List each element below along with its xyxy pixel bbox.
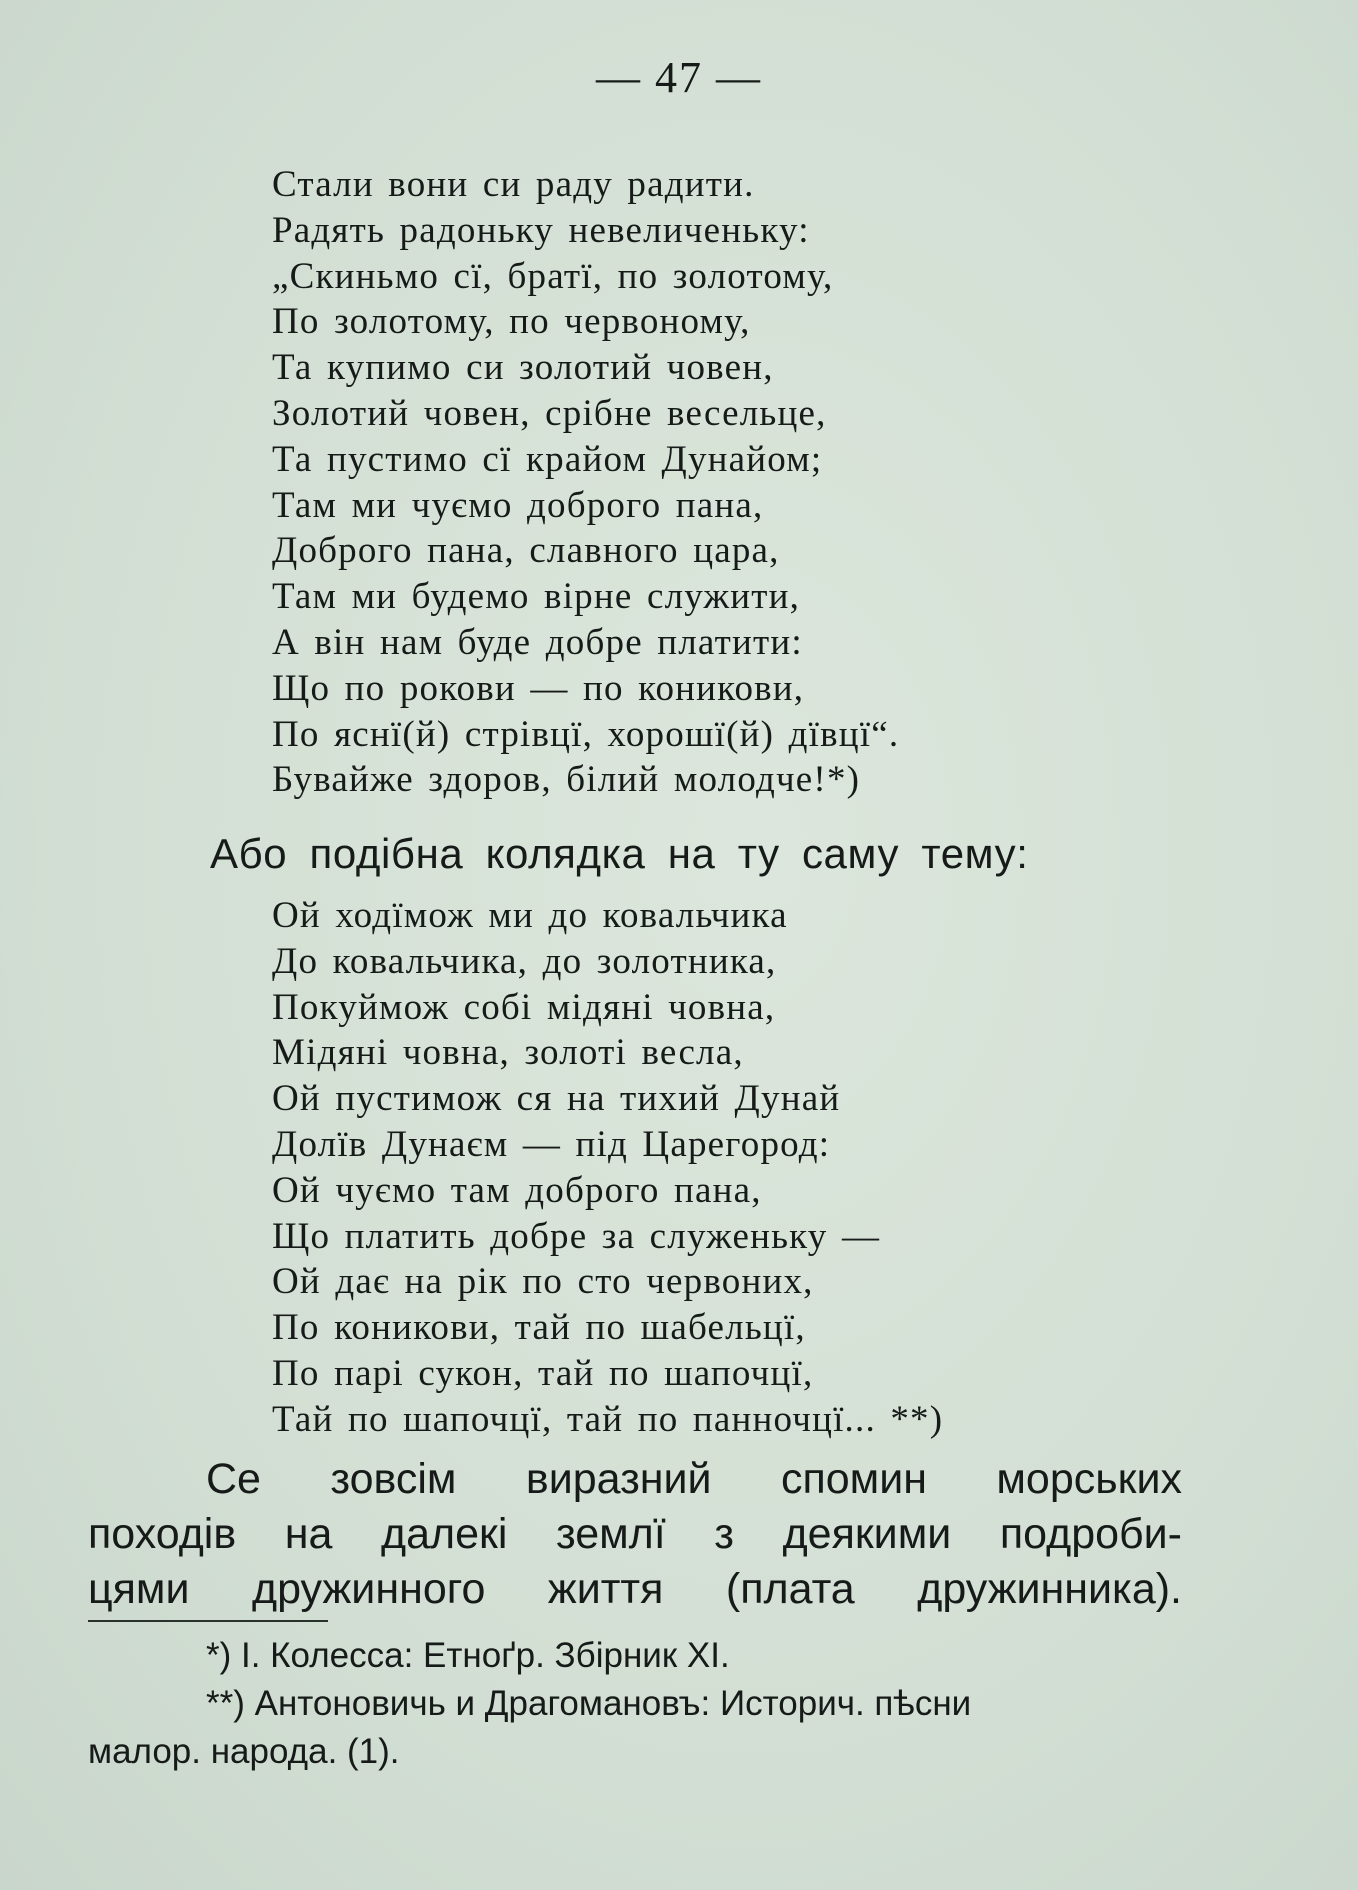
verse-line: „Скиньмо сї, братї, по золотому, [272,255,834,297]
paragraph-line: Се зовсім виразний спомин морських [206,1455,1182,1503]
body-paragraph [88,1452,1182,1617]
verse-line: Там ми будемо вірне служити, [272,576,801,618]
verse-line: Стали вони си раду радити. [272,164,755,205]
verse-line: По парі сукон, тай по шапочцї, [272,1352,814,1394]
footnote-divider [88,1620,328,1622]
verse-line: До ковальчика, до золотника, [272,940,777,982]
verse-line: А він нам буде добре платити: [272,621,803,663]
verse-line: Доброго пана, славного цара, [272,530,780,572]
verse-line: Долїв Дунаєм — під Царегород: [272,1123,831,1165]
verse-line: Мідяні човна, золоті весла, [272,1032,744,1074]
verse-line: Ой чуємо там доброго пана, [272,1169,762,1211]
verse-line: Тай по шапочцї, тай по панночцї... **) [272,1398,944,1440]
page-number: — 47 — [596,53,762,102]
verse-line: По яснї(й) стрівцї, хорошї(й) дївцї“. [272,713,900,755]
footnote-line: **) Антоновичь и Драгомановъ: Историч. пѣсни [206,1684,972,1723]
footnote-line: *) І. Колесса: Етноґр. Збірник XI. [206,1636,730,1675]
verse-line: Радять радоньку невеличеньку: [272,209,810,251]
paragraph-line: цями дружинного життя (плата дружинника). [88,1565,1182,1613]
footnotes [88,1632,1182,1776]
verse-line: Ой дає на рік по сто червоних, [272,1261,814,1303]
verse-line: Ой пустимож ся на тихий Дунай [272,1078,841,1120]
footnote-line: малор. народа. (1). [88,1732,400,1771]
verse-line: Ой ходїмож ми до ковальчика [272,895,788,936]
verse-line: Золотий човен, срібне весельце, [272,392,827,434]
verse-block-2 [272,893,943,1443]
verse-line: Що по рокови — по коникови, [272,667,805,709]
intro-line: Або подібна колядка на ту саму тему: [210,830,1029,877]
verse-line: По золотому, по червоному, [272,301,751,343]
verse-line: Покуймож собі мідяні човна, [272,986,776,1028]
verse-line: Там ми чуємо доброго пана, [272,484,764,526]
verse-line: Бувайже здоров, білий молодче!*) [272,759,861,801]
verse-line: Та пустимо сї крайом Дунайом; [272,438,823,480]
paragraph-line: походів на далекі землї з деякими подроби- [88,1510,1182,1558]
verse-line: Та купимо си золотий човен, [272,347,774,389]
verse-line: Що платить добре за служеньку — [272,1215,881,1257]
verse-line: По коникови, тай по шабельцї, [272,1307,806,1349]
verse-block-1 [272,162,899,803]
